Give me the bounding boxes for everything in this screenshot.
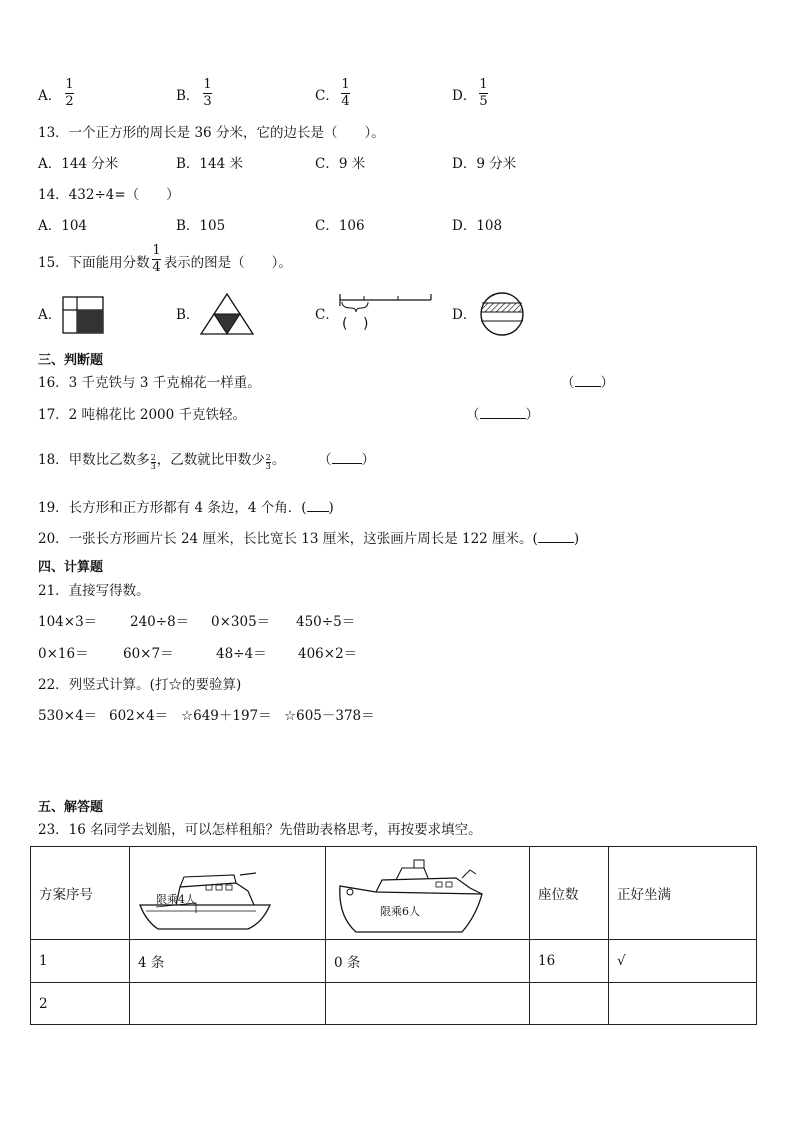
cell-boat-4-count[interactable]	[130, 983, 326, 1025]
paren-close: ）	[600, 375, 614, 391]
fraction-numerator: 1	[479, 77, 488, 92]
q18-text-2: ，乙数就比甲数少	[156, 452, 265, 468]
square-quarter-shaded-figure	[62, 296, 104, 334]
q13-question: 13．一个正方形的周长是 36 分米，它的边长是（ ）。	[38, 125, 385, 141]
q14-option-b: B．105	[176, 218, 226, 234]
q13-option-c: C．9 米	[315, 156, 366, 172]
fraction-denominator: 4	[152, 260, 161, 275]
q12-option-d-fraction	[479, 78, 488, 109]
q12-option-a-letter: A．	[38, 88, 62, 104]
table-row	[31, 983, 757, 1025]
segment-brace-figure	[338, 292, 434, 334]
fraction-denominator: 5	[479, 94, 488, 109]
paren-open: （	[466, 407, 480, 423]
q18-fraction-2	[266, 454, 271, 471]
section-heading-judgement: 三、判断题	[38, 353, 104, 368]
triangle-center-shaded-figure	[199, 292, 255, 336]
q15-fraction	[152, 244, 161, 275]
fraction-numerator: 1	[341, 77, 350, 92]
q22-question: 22．列竖式计算。(打☆的要验算)	[38, 677, 242, 693]
q15-text-after: 表示的图是（ ）。	[163, 255, 292, 271]
q20-answer-blank[interactable]	[538, 530, 574, 543]
q13-option-a: A．144 分米	[38, 156, 119, 172]
q21-item: 60×7＝	[123, 646, 174, 662]
paren-close: ）	[525, 407, 539, 423]
paren-close: )	[573, 531, 580, 547]
paren-close: ）	[361, 452, 375, 468]
cell-boat-4-count: 4 条	[130, 940, 326, 983]
header-exactly-full: 正好坐满	[609, 847, 757, 940]
q18-text-3: 。	[271, 452, 286, 468]
circle-striped-band-figure	[477, 291, 527, 337]
q16-question: 16．3 千克铁与 3 千克棉花一样重。	[38, 375, 261, 391]
q22-item: 530×4＝	[38, 708, 98, 724]
q21-item: 0×16＝	[38, 646, 89, 662]
header-plan-number: 方案序号	[31, 847, 130, 940]
fraction-numerator: 1	[65, 77, 74, 92]
q15-option-a: A．	[38, 307, 62, 323]
fraction-denominator: 4	[341, 94, 350, 109]
q17-question: 17．2 吨棉花比 2000 千克铁轻。	[38, 407, 246, 423]
q20-text: 20．一张长方形画片长 24 厘米，长比宽长 13 厘米，这张画片周长是 122 厘米。(	[38, 531, 538, 547]
q12-option-d-letter: D．	[452, 88, 477, 104]
section-heading-word-problems: 五、解答题	[38, 800, 104, 815]
svg-text:(: (	[342, 316, 348, 332]
cell-exactly-full[interactable]	[609, 983, 757, 1025]
boat-6-capacity-label: 限乘6人	[380, 905, 420, 918]
q16-answer-blank[interactable]	[561, 374, 614, 392]
q12-option-c-fraction	[341, 78, 350, 109]
q19-question	[38, 499, 334, 517]
q21-item: 0×305＝	[211, 614, 271, 630]
q18-answer-blank[interactable]	[318, 451, 375, 469]
q18-text-1: 18．甲数比乙数多	[38, 452, 150, 468]
q18-question	[38, 451, 285, 471]
q15-text-before: 15．下面能用分数	[38, 255, 150, 271]
q13-option-b: B．144 米	[176, 156, 243, 172]
q19-answer-blank[interactable]	[307, 499, 329, 512]
q21-item: 48÷4＝	[216, 646, 267, 662]
q23-question: 23．16 名同学去划船，可以怎样租船？先借助表格思考，再按要求填空。	[38, 822, 482, 838]
q21-item: 240÷8＝	[130, 614, 190, 630]
q22-item: ☆649＋197＝	[181, 708, 272, 724]
cell-boat-6-count[interactable]	[326, 983, 530, 1025]
fraction-denominator: 3	[150, 462, 156, 471]
fraction-numerator: 1	[203, 77, 212, 92]
q12-option-b-letter: B．	[176, 88, 200, 104]
q18-fraction-1	[151, 454, 156, 471]
header-boat-4	[130, 847, 326, 940]
cell-exactly-full: √	[609, 940, 757, 983]
section-heading-calculation: 四、计算题	[38, 560, 104, 575]
fraction-numerator: 2	[265, 453, 271, 462]
q22-item: 602×4＝	[109, 708, 169, 724]
q14-option-c: C．106	[315, 218, 365, 234]
large-boat-icon	[336, 856, 486, 936]
q13-option-d: D．9 分米	[452, 156, 517, 172]
table-header-row	[31, 847, 757, 940]
q21-item: 104×3＝	[38, 614, 98, 630]
boat-4-capacity-label: 限乘4人	[156, 893, 196, 906]
q21-item: 406×2＝	[298, 646, 358, 662]
paren-open: （	[561, 375, 575, 391]
fraction-numerator: 2	[150, 453, 156, 462]
header-boat-6	[326, 847, 530, 940]
q12-option-a-fraction	[65, 78, 74, 109]
header-seats: 座位数	[530, 847, 609, 940]
svg-text:): )	[363, 316, 369, 332]
cell-plan-number: 1	[31, 940, 130, 983]
q22-item: ☆605－378＝	[284, 708, 375, 724]
paren-close: )	[328, 500, 334, 516]
fraction-denominator: 3	[203, 94, 212, 109]
q19-text: 19．长方形和正方形都有 4 条边，4 个角．(	[38, 500, 307, 516]
q17-answer-blank[interactable]	[466, 406, 539, 424]
q14-option-d: D．108	[452, 218, 503, 234]
boat-rental-table	[30, 846, 757, 1025]
cell-seats[interactable]	[530, 983, 609, 1025]
fraction-denominator: 2	[65, 94, 74, 109]
q14-option-a: A．104	[38, 218, 88, 234]
q14-question: 14．432÷4=（ ）	[38, 187, 180, 203]
q20-question	[38, 530, 579, 548]
q12-option-c-letter: C．	[315, 88, 339, 104]
cell-seats: 16	[530, 940, 609, 983]
table-row	[31, 940, 757, 983]
q15-question	[38, 254, 292, 272]
q15-option-b: B．	[176, 307, 200, 323]
q15-option-d: D．	[452, 307, 477, 323]
q21-question: 21．直接写得数。	[38, 583, 150, 599]
fraction-denominator: 3	[265, 462, 271, 471]
paren-open: （	[318, 452, 332, 468]
cell-plan-number: 2	[31, 983, 130, 1025]
q12-option-b-fraction	[203, 78, 212, 109]
q21-item: 450÷5＝	[296, 614, 356, 630]
q15-option-c: C．	[315, 307, 339, 323]
cell-boat-6-count: 0 条	[326, 940, 530, 983]
fraction-numerator: 1	[152, 243, 161, 258]
